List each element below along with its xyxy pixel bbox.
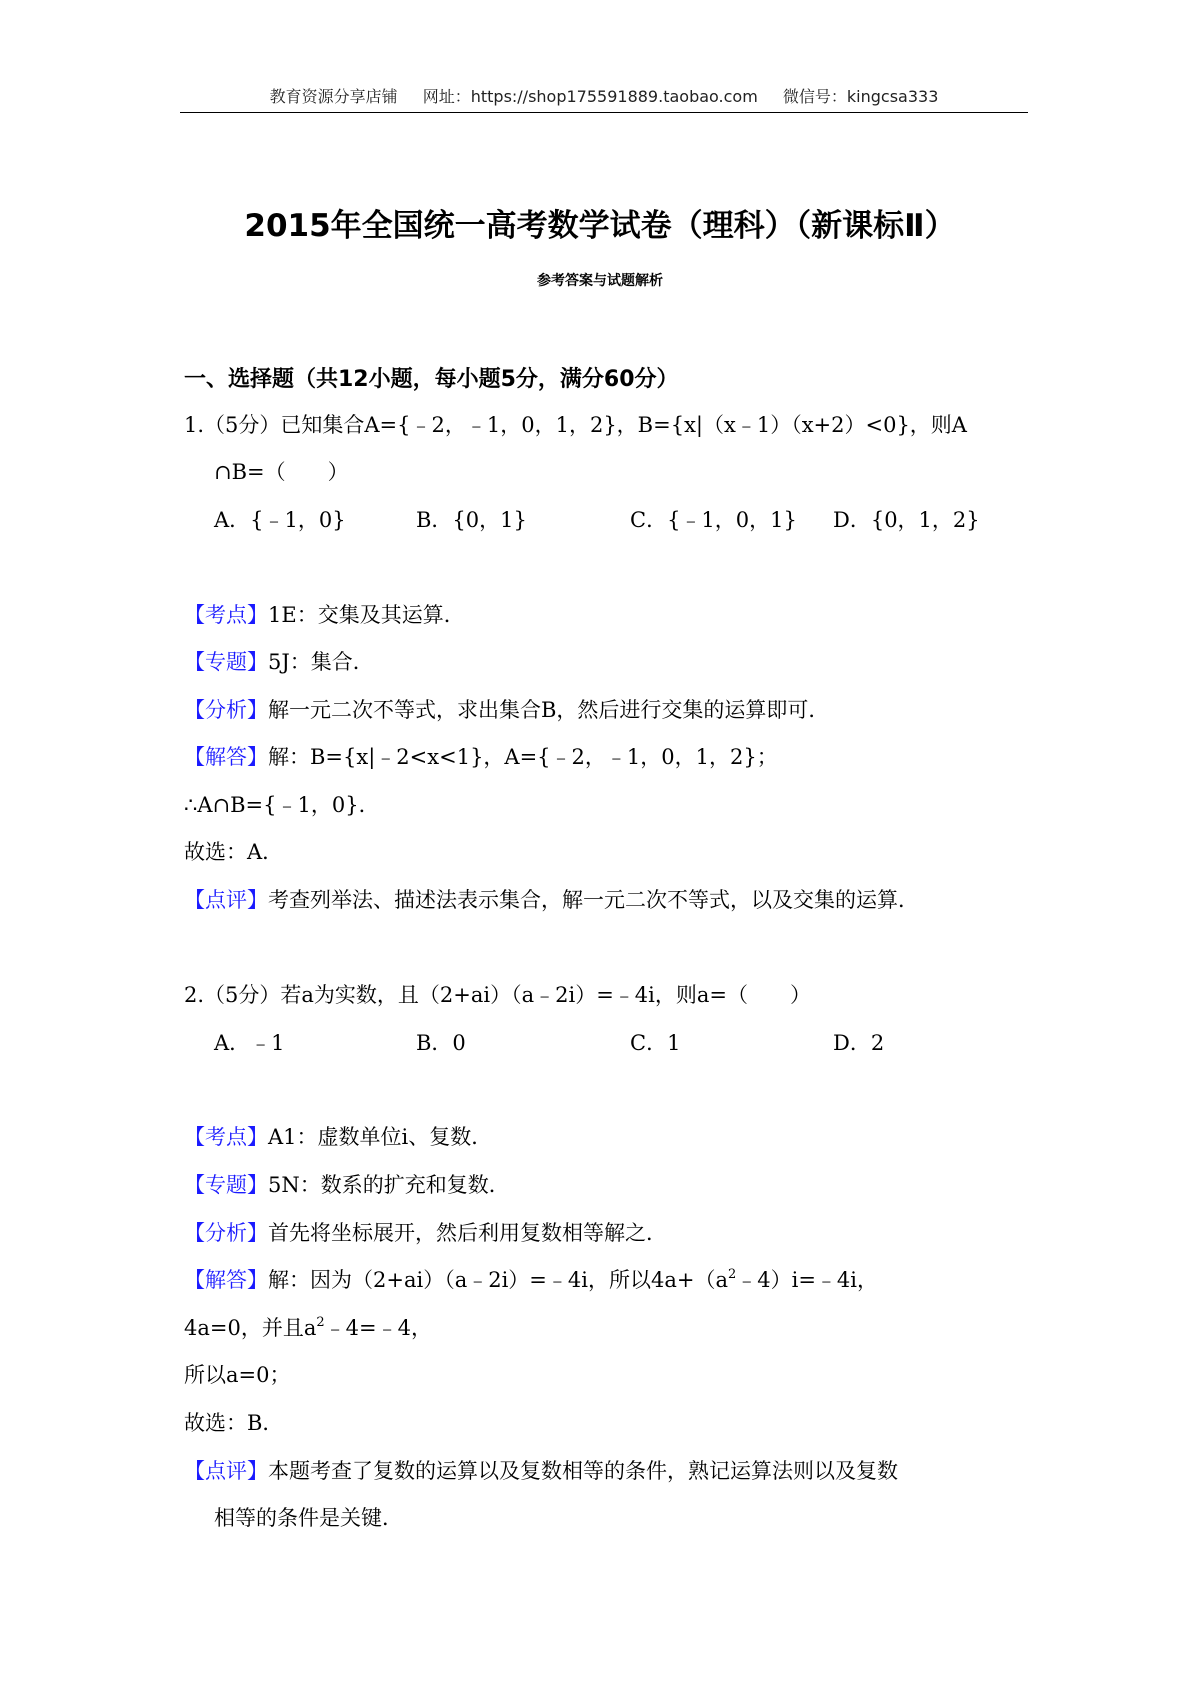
q2-jieda-text-b: ﹣4）i=﹣4i， [736, 1268, 878, 1292]
q2-step1 [184, 1313, 432, 1343]
q2-option-c: C．1 [630, 1031, 681, 1055]
q1-option-a: A．{﹣1，0} [214, 508, 346, 532]
header-shop: 教育资源分享店铺 [269, 87, 398, 106]
q1-stem-line2: ∩B=（ ） [214, 460, 349, 484]
q2-fenxi [184, 1218, 667, 1248]
q2-dianping [184, 1456, 898, 1486]
q1-dianping [184, 885, 919, 915]
section-heading: 一、选择题（共12小题，每小题5分，满分60分） [184, 367, 679, 392]
q2-option-b: B．0 [416, 1031, 466, 1055]
q2-step2: 所以a=0； [184, 1363, 291, 1387]
q1-zhuanti-text: 5J：集合． [268, 650, 374, 674]
header-wechat: 微信号：kingcsa333 [782, 87, 939, 106]
q2-dianping-text: 本题考查了复数的运算以及复数相等的条件，熟记运算法则以及复数 [268, 1459, 898, 1483]
q2-fenxi-text: 首先将坐标展开，然后利用复数相等解之． [268, 1221, 667, 1245]
q1-option-d: D．{0，1，2} [833, 508, 980, 532]
q1-dianping-tag: 【点评】 [184, 888, 268, 912]
q1-kaodian-text: 1E：交集及其运算． [268, 603, 465, 627]
q2-kaodian-text: A1：虚数单位i、复数． [268, 1125, 493, 1149]
q1-jieda [184, 742, 778, 772]
q1-fenxi [184, 695, 829, 725]
q1-kaodian [184, 600, 465, 630]
q1-zhuanti [184, 647, 374, 677]
q1-stem-line1: 1.（5分）已知集合A={﹣2，﹣1，0，1，2}，B={x|（x﹣1）（x+2）<0}，则A [184, 413, 967, 437]
q2-dianping-tag: 【点评】 [184, 1459, 268, 1483]
q1-fenxi-text: 解一元二次不等式，求出集合B，然后进行交集的运算即可． [268, 698, 830, 722]
q2-stem: 2.（5分）若a为实数，且（2+ai）（a﹣2i）=﹣4i，则a=（ ） [184, 983, 811, 1007]
q2-answer: 故选：B． [184, 1411, 284, 1435]
q1-jieda-tag: 【解答】 [184, 745, 268, 769]
q1-answer: 故选：A． [184, 840, 284, 864]
q2-kaodian [184, 1122, 492, 1152]
q2-step1-text-b: ﹣4=﹣4， [324, 1316, 432, 1340]
q1-kaodian-tag: 【考点】 [184, 603, 268, 627]
q2-zhuanti [184, 1170, 510, 1200]
q2-jieda-tag: 【解答】 [184, 1268, 268, 1292]
q2-jieda-exponent: 2 [727, 1267, 737, 1282]
q2-dianping-line2: 相等的条件是关键． [214, 1506, 403, 1530]
q2-step1-text-a: 4a=0，并且a [184, 1316, 317, 1340]
q1-jieda-text: 解：B={x|﹣2<x<1}，A={﹣2，﹣1，0，1，2}； [268, 745, 778, 769]
q2-kaodian-tag: 【考点】 [184, 1125, 268, 1149]
page-header [180, 84, 1028, 107]
q2-step1-exponent: 2 [316, 1315, 325, 1330]
page-title: 2015年全国统一高考数学试卷（理科）（新课标Ⅱ） [244, 208, 956, 244]
q2-fenxi-tag: 【分析】 [184, 1221, 268, 1245]
q2-zhuanti-text: 5N：数系的扩充和复数． [268, 1173, 510, 1197]
q1-fenxi-tag: 【分析】 [184, 698, 268, 722]
q2-jieda-text-a: 解：因为（2+ai）（a﹣2i）=﹣4i，所以4a+（a [268, 1268, 728, 1292]
q2-zhuanti-tag: 【专题】 [184, 1173, 268, 1197]
q1-step1: ∴A∩B={﹣1，0}． [184, 793, 380, 817]
q1-option-b: B．{0，1} [416, 508, 527, 532]
q1-dianping-text: 考查列举法、描述法表示集合，解一元二次不等式，以及交集的运算． [268, 888, 919, 912]
q1-option-c: C．{﹣1，0，1} [630, 508, 797, 532]
q2-option-d: D．2 [833, 1031, 885, 1055]
q2-jieda [184, 1265, 878, 1295]
page-subtitle: 参考答案与试题解析 [537, 273, 663, 289]
header-url[interactable]: 网址：https://shop175591889.taobao.com [422, 87, 758, 106]
header-divider [180, 112, 1028, 113]
q1-zhuanti-tag: 【专题】 [184, 650, 268, 674]
q2-option-a: A．﹣1 [214, 1031, 285, 1055]
